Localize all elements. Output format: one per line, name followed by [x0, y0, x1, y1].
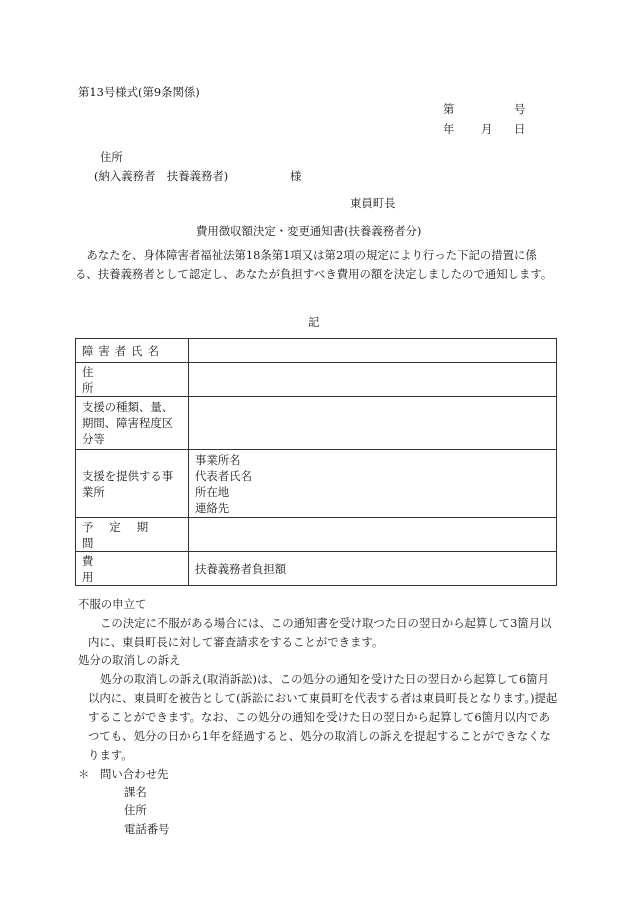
details-table [75, 338, 557, 586]
table-row [76, 363, 557, 397]
table-label: 予定期間 [82, 519, 165, 550]
document-title: 費用徴収額決定・変更通知書(扶養義務者分) [196, 224, 422, 238]
contact-heading: 問い合わせ先 [100, 767, 169, 781]
contact-address-label: 住所 [124, 803, 147, 817]
table-label: 費用 [82, 553, 162, 584]
doc-number-suffix: 号 [514, 102, 526, 116]
date-month: 月 [481, 122, 493, 136]
table-label-cell [76, 450, 189, 518]
table-label-cell [76, 363, 189, 397]
table-value-cell [189, 552, 557, 586]
doc-number-prefix: 第 [443, 102, 455, 116]
contact-section-label: 課名 [124, 785, 147, 799]
date-day: 日 [514, 122, 526, 136]
cost-value: 扶養義務者負担額 [195, 561, 287, 576]
date-year: 年 [443, 122, 455, 136]
table-row [76, 518, 557, 552]
table-value-cell [189, 518, 557, 552]
objection-text: この決定に不服がある場合には、この通知書を受け取つた日の翌日から起算して3箇月以内に、東員町長に対して審査請求をすることができます。 [88, 616, 552, 649]
addressee-honorific: 様 [290, 169, 302, 183]
objection-heading: 不服の申立て [78, 597, 147, 611]
table-row [76, 397, 557, 450]
provider-location-label: 所在地 [195, 484, 230, 499]
table-label-cell [76, 339, 189, 363]
issuer-name: 東員町長 [350, 196, 396, 210]
table-label-cell [76, 518, 189, 552]
table-row [76, 552, 557, 586]
body-text: あなたを、身体障害者福祉法第18条第1項又は第2項の規定により行った下記の措置に係る、扶養義務者として認定し、あなたが負担すべき費用の額を決定しましたので通知します。 [75, 248, 553, 281]
revocation-heading: 処分の取消しの訴え [78, 653, 181, 667]
addressee-parties: (納入義務者 扶養義務者) [94, 169, 229, 183]
table-row [76, 339, 557, 363]
revocation-text: 処分の取消しの訴え(取消訴訟)は、この処分の通知を受けた日の翌日から起算して6箇月以内に、東員町を被告として(訴訟において東員町を代表する者は東員町長となります。)提起することができます。なお、この処分の通知を受けた日の翌日から起算して6箇月以内であつても、処分の日から1年を経過すると、処分の取消しの訴えを提起することができなくなります。 [88, 672, 558, 762]
table-label-spread [82, 364, 182, 396]
table-label-cell [76, 397, 189, 450]
table-label: 障害者氏名 [82, 343, 164, 358]
table-label: 住所 [82, 364, 162, 395]
provider-name-label: 事業所名 [195, 452, 241, 467]
addressee-address-label: 住所 [100, 150, 123, 164]
ki-label: 記 [308, 315, 320, 329]
table-label-cell [76, 552, 189, 586]
table-value-cell [189, 450, 557, 518]
table-label: 支援を提供する事業所 [82, 468, 174, 499]
provider-representative-label: 代表者氏名 [195, 468, 252, 483]
table-label: 支援の種類、量、期間、障害程度区分等 [82, 400, 174, 446]
table-value-cell [189, 363, 557, 397]
form-number: 第13号様式(第9条関係) [78, 85, 200, 99]
contact-mark: ＊ [78, 767, 90, 781]
contact-phone-label: 電話番号 [124, 822, 170, 836]
table-value-cell [189, 397, 557, 450]
table-row [76, 450, 557, 518]
provider-contact-label: 連絡先 [195, 500, 230, 515]
table-value-cell [189, 339, 557, 363]
